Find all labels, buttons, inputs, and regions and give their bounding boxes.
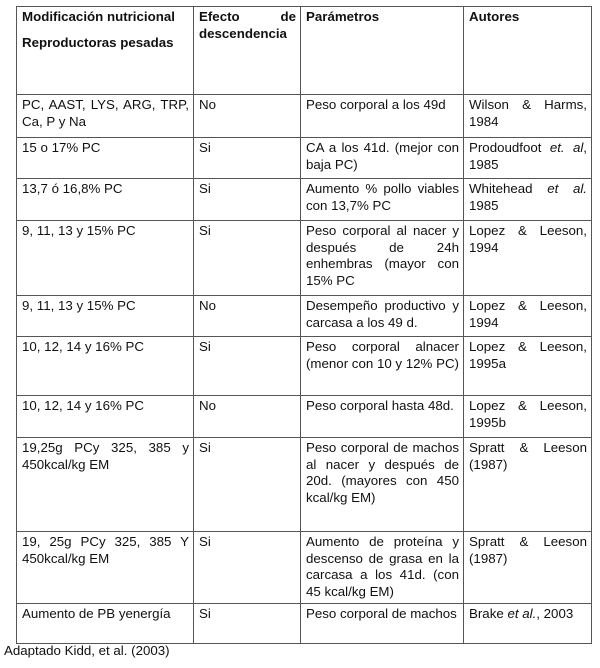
cell-efecto: Si <box>194 337 301 396</box>
header-modificacion-line2: Reproductoras pesadas <box>22 34 174 50</box>
author-text: Spratt & Leeson (1987) <box>469 534 587 566</box>
author-etal: et al. <box>507 606 537 621</box>
author-text: Brake <box>469 606 508 621</box>
cell-efecto: No <box>194 296 301 337</box>
table-row <box>17 604 592 644</box>
cell-parametros: Peso corporal de machos <box>301 604 464 644</box>
author-text: Prodoudfoot <box>469 140 550 155</box>
cell-parametros: Peso corporal a los 49d <box>301 95 464 138</box>
cell-parametros: Peso corporal de machos al nacer y después de 20d. (mayores con 450 kcal/kg EM) <box>301 438 464 532</box>
table-row <box>17 337 592 396</box>
author-text: Lopez & Leeson, 1994 <box>469 223 587 255</box>
cell-efecto: Si <box>194 438 301 532</box>
header-parametros: Parámetros <box>301 7 464 95</box>
table-row <box>17 438 592 532</box>
author-etal: et al. <box>547 181 587 196</box>
cell-parametros: Aumento de proteína y descenso de grasa en la carcasa a los 41d. (con 45 kcal/kg EM) <box>301 532 464 604</box>
cell-modificacion: 15 o 17% PC <box>17 138 194 179</box>
cell-parametros: Aumento % pollo viables con 13,7% PC <box>301 179 464 221</box>
table-row <box>17 532 592 604</box>
cell-efecto: Si <box>194 532 301 604</box>
author-text: Wilson & Harms, 1984 <box>469 97 587 129</box>
cell-modificacion: PC, AAST, LYS, ARG, TRP, Ca, P y Na <box>17 95 194 138</box>
cell-autores <box>464 179 592 221</box>
nutrition-table <box>16 6 592 644</box>
header-efecto: Efecto de descendencia <box>194 7 301 95</box>
table-header-row <box>17 7 592 95</box>
cell-efecto: No <box>194 396 301 438</box>
author-text: Lopez & Leeson, 1994 <box>469 298 587 330</box>
cell-modificacion: Aumento de PB yenergía <box>17 604 194 644</box>
cell-efecto: Si <box>194 604 301 644</box>
table-caption: Adaptado Kidd, et al. (2003) <box>4 643 170 658</box>
cell-autores <box>464 396 592 438</box>
cell-autores <box>464 221 592 296</box>
cell-modificacion: 19,25g PCy 325, 385 y 450kcal/kg EM <box>17 438 194 532</box>
cell-modificacion: 9, 11, 13 y 15% PC <box>17 221 194 296</box>
table-row <box>17 179 592 221</box>
author-year: 1985 <box>469 197 499 213</box>
cell-parametros: Peso corporal alnacer (menor con 10 y 12% PC) <box>301 337 464 396</box>
table-row <box>17 396 592 438</box>
header-gap <box>22 26 189 35</box>
cell-autores <box>464 532 592 604</box>
author-text: Spratt & Leeson (1987) <box>469 440 587 472</box>
table-row <box>17 138 592 179</box>
author-text: Lopez & Leeson, 1995a <box>469 339 587 371</box>
cell-autores <box>464 296 592 337</box>
author-year: , 1985 <box>469 140 587 172</box>
table-row <box>17 296 592 337</box>
cell-autores <box>464 438 592 532</box>
cell-autores <box>464 604 592 644</box>
cell-modificacion: 10, 12, 14 y 16% PC <box>17 337 194 396</box>
cell-parametros: Peso corporal al nacer y después de 24h enhembras (mayor con 15% PC <box>301 221 464 296</box>
header-modificacion <box>17 7 194 95</box>
cell-modificacion: 13,7 ó 16,8% PC <box>17 179 194 221</box>
author-text: Lopez & Leeson, 1995b <box>469 398 587 430</box>
cell-parametros: Desempeño productivo y carcasa a los 49 d. <box>301 296 464 337</box>
cell-efecto: Si <box>194 221 301 296</box>
cell-efecto: Si <box>194 138 301 179</box>
cell-autores <box>464 95 592 138</box>
cell-modificacion: 10, 12, 14 y 16% PC <box>17 396 194 438</box>
cell-autores <box>464 138 592 179</box>
header-autores: Autores <box>464 7 592 95</box>
cell-parametros: CA a los 41d. (mejor con baja PC) <box>301 138 464 179</box>
author-text: Whitehead <box>469 181 548 196</box>
table-row <box>17 221 592 296</box>
header-modificacion-line1: Modificación nutricional <box>22 9 175 24</box>
cell-efecto: No <box>194 95 301 138</box>
cell-autores <box>464 337 592 396</box>
cell-efecto: Si <box>194 179 301 221</box>
cell-modificacion: 19, 25g PCy 325, 385 Y 450kcal/kg EM <box>17 532 194 604</box>
cell-modificacion: 9, 11, 13 y 15% PC <box>17 296 194 337</box>
author-year: , 2003 <box>536 606 574 621</box>
author-etal: et. al <box>549 140 584 155</box>
cell-parametros: Peso corporal hasta 48d. <box>301 396 464 438</box>
table-body <box>17 95 592 644</box>
table-row <box>17 95 592 138</box>
